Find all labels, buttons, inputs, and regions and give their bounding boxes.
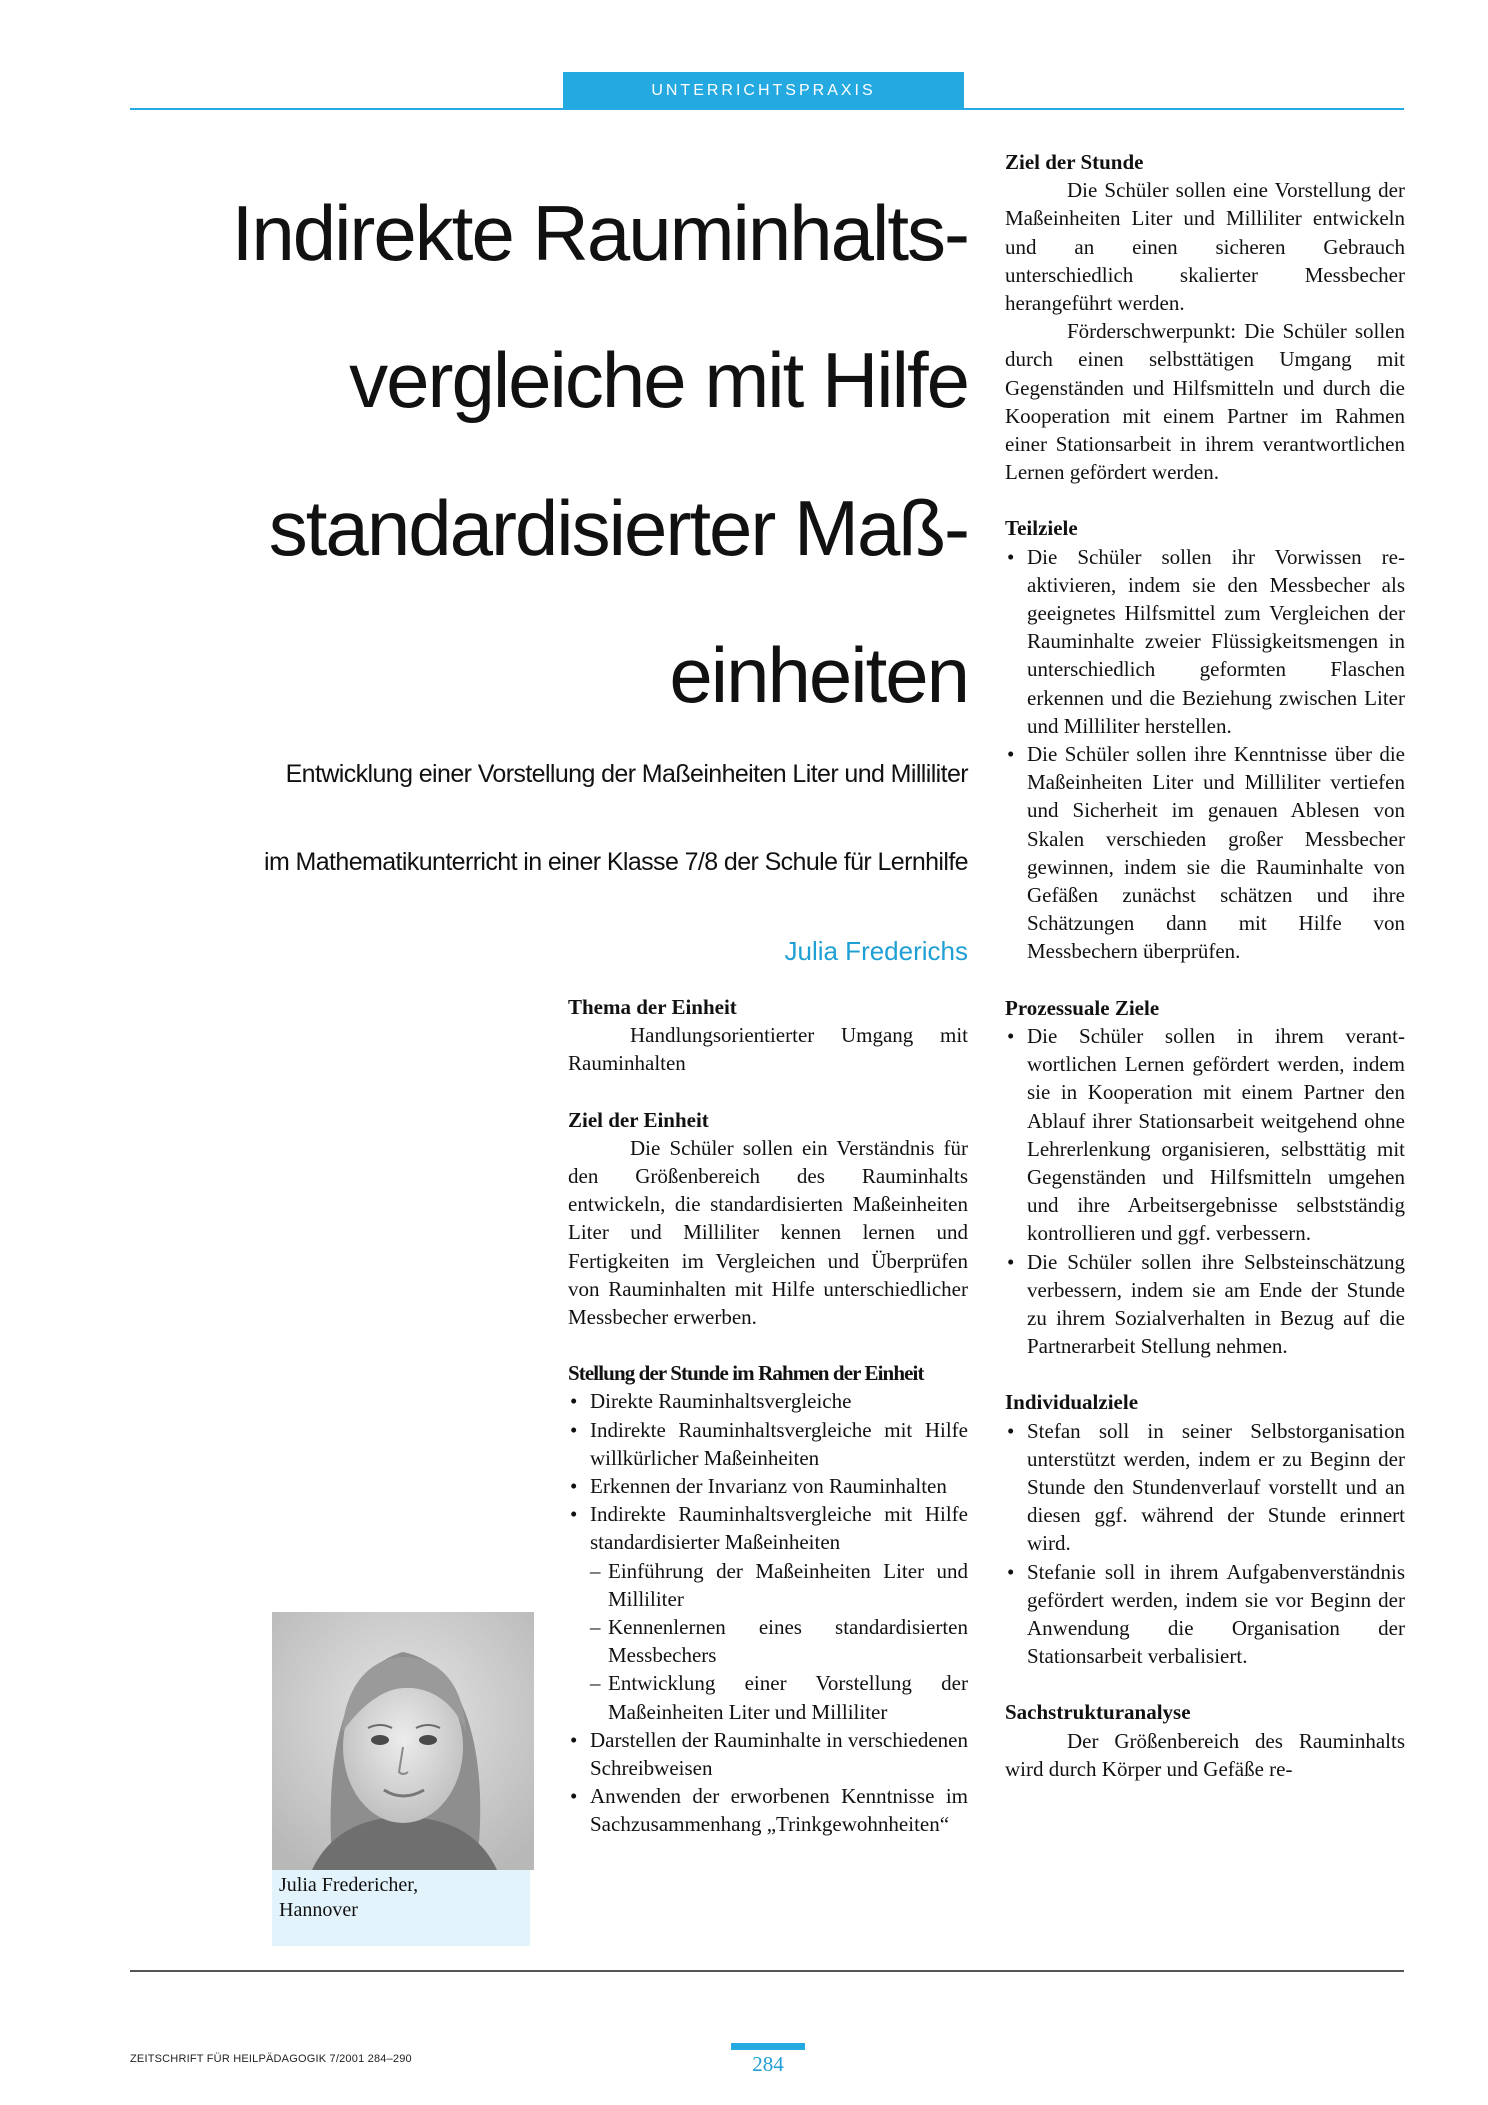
list-item: • Die Schüler sollen ihre Selbsteinschätzung verbessern, indem sie am Ende der Stunde zu ihrem Sozialverhalten in Bezug auf die Partnerarbeit Stellung nehmen. [1005,1248,1405,1361]
page-number: 284 [752,2052,784,2076]
portrait-image [272,1612,534,1870]
list-item-text: Indirekte Rauminhaltsvergleiche mit Hilfe standardisierter Maßeinheiten [590,1502,968,1555]
section-text: Der Größenbereich des Rauminhalts wird durch Körper und Gefäße re- [1005,1728,1405,1781]
section-stellung [568,1359,968,1838]
section-tab: UNTERRICHTSPRAXIS [563,72,964,110]
section-prozessuale-ziele [1005,994,1405,1361]
section-ziel-einheit [568,1106,968,1332]
header-rule [130,108,1404,110]
section-heading: Sachstrukturanalyse [1005,1700,1191,1725]
list-item: • Darstellen der Rauminhalte in verschiedenen Schreibweisen [568,1726,968,1782]
sub-list-item: – Kennenlernen eines standardisierten Messbechers [590,1613,968,1669]
subtitle-line-1: Entwicklung einer Vorstellung der Maßeinheiten Liter und Milliliter [285,760,968,788]
title-line-3: standardisierter Maß- [268,484,968,572]
list-item: • Stefan soll in seiner Selbstorganisation unterstützt werden, indem er zu Beginn der Stunde den Stundenverlauf vorstellt und an diesen ggf. während der Stunde erinnert wird. [1005,1417,1405,1558]
section-text: Die Schüler sollen ein Verständnis für den Größenbereich des Rauminhalts entwickeln, die standardisierten Maßeinheiten Liter und Milliliter kennen lernen und Fertigkeiten im Vergleichen und Überprüfen von Rauminhalten mit Hilfe unterschiedlicher Messbecher erwerben. [568,1135,968,1330]
title-line-1: Indirekte Rauminhalts- [231,189,968,277]
footer-rule [130,1970,1404,1972]
bullet-list [1005,1022,1405,1360]
section-teilziele [1005,514,1405,965]
author-photo [272,1612,534,1870]
bullet-list [1005,1417,1405,1671]
section-text: Die Schüler sollen eine Vorstellung der Maßeinheiten Liter und Milliliter entwickeln und an einen sicheren Gebrauch unterschiedlich skalierter Messbecher herangeführt werden. [1005,178,1405,316]
author-name: Julia Frederichs [784,936,968,966]
list-item: • Indirekte Rauminhaltsvergleiche mit Hilfe willkürlicher Maßeinheiten [568,1416,968,1472]
section-heading: Teilziele [1005,516,1078,541]
bullet-list [568,1387,968,1838]
list-item: • Erkennen der Invarianz von Rauminhalten [568,1472,968,1500]
page-number-bar [731,2043,805,2050]
list-item: • Die Schüler sollen ihre Kenntnisse über die Maßeinheiten Liter und Milliliter vertiefen und Sicherheit im genauen Ablesen von Skalen verschieden großer Messbecher gewinnen, indem sie die Rauminhalte von Gefäßen zunächst schätzen und ihre Schätzungen dann mit Hilfe von Messbechern überprüfen. [1005,740,1405,966]
subtitle-line-2: im Mathematikunterricht in einer Klasse 7/8 der Schule für Lernhilfe [263,848,968,876]
sub-list [590,1557,968,1726]
list-item: • Direkte Rauminhaltsvergleiche [568,1387,968,1415]
bullet-list [1005,543,1405,966]
section-text: Handlungsorientierter Umgang mit Rauminhalten [568,1023,968,1076]
caption-line: Julia Fredericher, [279,1874,419,1896]
section-text: Förderschwerpunkt: Die Schüler sollen durch einen selbsttätigen Umgang mit Gegenständen und Hilfsmitteln und durch die Kooperation mit einem Partner im Rahmen einer Stationsarbeit in ihrem verantwortlichen Lernen gefördert werden. [1005,319,1405,485]
caption-line: Hannover [279,1899,358,1921]
section-heading: Stellung der Stunde im Rahmen der Einheit [568,1361,924,1386]
list-item: • Die Schüler sollen ihr Vorwissen reaktivieren, indem sie den Messbecher als geeignetes Hilfsmittel zum Vergleichen der Rauminhalte zweier Flüssigkeitsmengen in unterschiedlich geformten Flaschen erkennen und die Beziehung zwischen Liter und Milliliter herstellen. [1005,543,1405,740]
middle-column [568,993,968,1867]
section-heading: Prozessuale Ziele [1005,995,1160,1020]
section-heading: Thema der Einheit [568,995,737,1019]
list-item: • Die Schüler sollen in ihrem verantwortlichen Lernen gefördert werden, indem sie in Kooperation mit einem Partner den Ablauf ihrer Stationsarbeit weitgehend ohne Lehrerlenkung organisieren, selbsttätig mit Gegenständen und Hilfsmitteln umgehen und ihre Arbeitsergebnisse selbstständig kontrollieren und ggf. verbessern. [1005,1022,1405,1248]
photo-caption [279,1873,418,1923]
right-column [1005,148,1405,1783]
title-line-2: vergleiche mit Hilfe [349,336,968,424]
title-line-4: einheiten [669,631,968,719]
section-heading: Individualziele [1005,1390,1139,1415]
list-item: • Stefanie soll in ihrem Aufgabenverständnis gefördert werden, indem sie vor Beginn der Anwendung die Organisation der Stationsarbeit verbalisiert. [1005,1558,1405,1671]
section-ziel-stunde [1005,148,1405,486]
journal-citation: ZEITSCHRIFT FÜR HEILPÄDAGOGIK 7/2001 284–290 [130,2053,412,2065]
sub-list-item: – Einführung der Maßeinheiten Liter und Milliliter [590,1557,968,1613]
section-sachstrukturanalyse [1005,1698,1405,1783]
list-item [568,1500,968,1726]
list-item: • Anwenden der erworbenen Kenntnisse im Sachzusammenhang „Trinkgewohnheiten“ [568,1782,968,1838]
section-heading: Ziel der Einheit [568,1107,709,1132]
section-heading: Ziel der Stunde [1005,150,1144,174]
section-thema [568,993,968,1078]
section-individualziele [1005,1388,1405,1670]
sub-list-item: – Entwicklung einer Vorstellung der Maßeinheiten Liter und Milliliter [590,1669,968,1725]
